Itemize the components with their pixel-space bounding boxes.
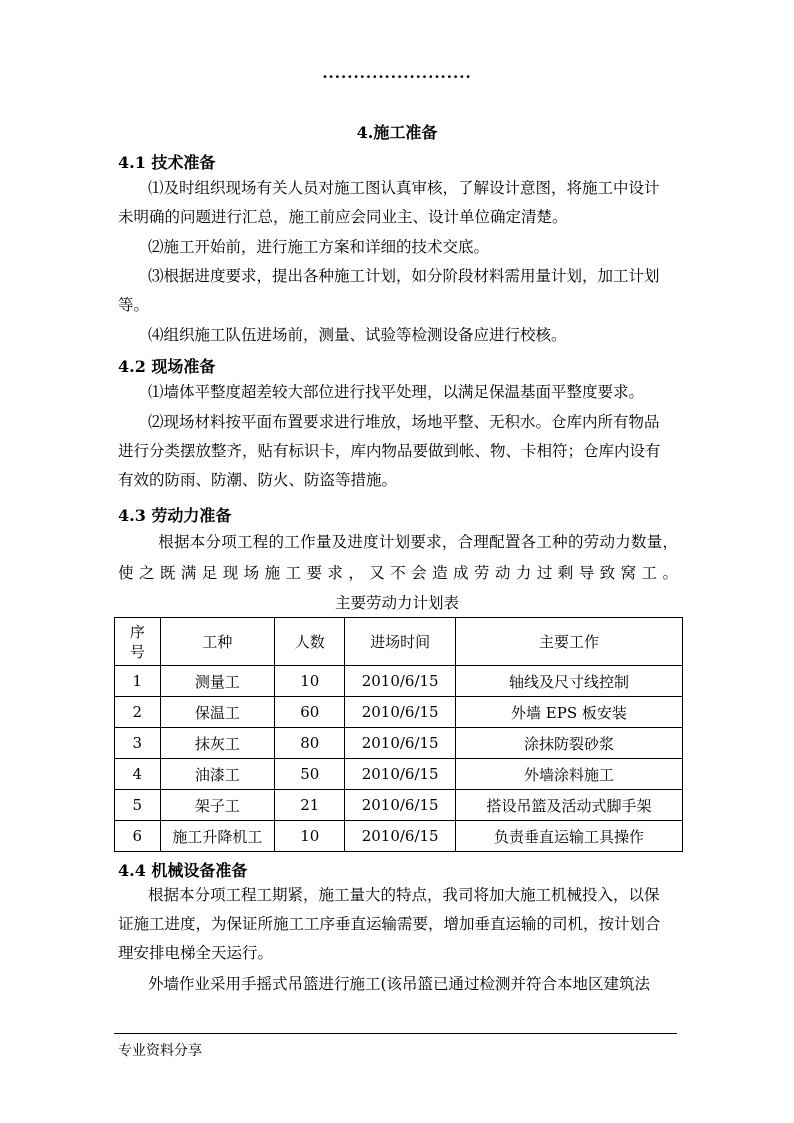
table-cell: 10 [275,666,345,697]
paragraph [118,881,678,968]
column-header: 进场时间 [345,618,456,666]
table-cell: 4 [115,759,161,790]
table-cell: 负责垂直运输工具操作 [455,821,682,852]
chapter-title: 4.施工准备 [356,123,438,142]
paragraph-line: 使之既满足现场施工要求，又不会造成劳动力过剩导致窝工。 [118,564,678,582]
table-cell: 搭设吊篮及活动式脚手架 [455,790,682,821]
header-dots: ........................ [322,64,472,82]
table-row [115,697,683,728]
table-cell: 施工升降机工 [160,821,275,852]
table-cell: 6 [115,821,161,852]
paragraph-line: ⑵施工开始前，进行施工方案和详细的技术交底。 [148,238,490,256]
table-row [115,790,683,821]
paragraph-line: ⑶根据进度要求，提出各种施工计划，如分阶段材料需用量计划，加工计划 [148,267,660,285]
table-cell: 60 [275,697,345,728]
paragraph-line: ⑷组织施工队伍进场前，测量、试验等检测设备应进行校核。 [148,326,567,344]
paragraph [118,378,678,407]
table-cell: 3 [115,728,161,759]
table-header-row [115,618,683,666]
labor-plan-table [114,617,683,852]
table-cell: 涂抹防裂砂浆 [455,728,682,759]
paragraph-line: 理安排电梯全天运行。 [118,944,274,962]
column-header: 序号 [115,618,161,666]
table-cell: 50 [275,759,345,790]
table-cell: 外墙 EPS 板安装 [455,697,682,728]
paragraph [118,262,678,320]
paragraph-line: 根据本分项工程工期紧，施工量大的特点，我司将加大施工机械投入，以保 [148,886,660,904]
column-header: 主要工作 [455,618,682,666]
table-cell: 10 [275,821,345,852]
footer-divider [114,1033,677,1034]
table-cell: 抹灰工 [160,728,275,759]
table-cell: 2010/6/15 [345,728,456,759]
table-cell: 5 [115,790,161,821]
table-cell: 2 [115,697,161,728]
paragraph-line: 有效的防雨、防潮、防火、防盗等措施。 [118,471,398,489]
section-heading-4-1: 4.1 技术准备 [118,153,216,172]
table-cell: 2010/6/15 [345,821,456,852]
paragraph [118,174,678,232]
column-header: 人数 [275,618,345,666]
table-cell: 轴线及尺寸线控制 [455,666,682,697]
section-heading-4-3: 4.3 劳动力准备 [118,506,232,525]
table-row [115,666,683,697]
table-cell: 2010/6/15 [345,759,456,790]
paragraph [118,527,678,589]
paragraph-line: 等。 [118,296,150,314]
table-caption: 主要劳动力计划表 [334,594,459,612]
paragraph-line: ⑴及时组织现场有关人员对施工图认真审核，了解设计意图，将施工中设计 [148,179,660,197]
table-cell: 21 [275,790,345,821]
table-cell: 测量工 [160,666,275,697]
column-header: 工种 [160,618,275,666]
table-row [115,759,683,790]
footer-text: 专业资料分享 [118,1043,202,1059]
paragraph-line: 根据本分项工程的工作量及进度计划要求，合理配置各工种的劳动力数量， [158,533,678,551]
table-cell: 保温工 [160,697,275,728]
table-cell: 80 [275,728,345,759]
table-cell: 2010/6/15 [345,666,456,697]
table-cell: 外墙涂料施工 [455,759,682,790]
paragraph-line: 外墙作业采用手摇式吊篮进行施工(该吊篮已通过检测并符合本地区建筑法 [148,975,651,993]
table-cell: 2010/6/15 [345,697,456,728]
paragraph-line: 未明确的问题进行汇总，施工前应会同业主、设计单位确定清楚。 [118,208,568,226]
table-row [115,821,683,852]
paragraph [118,408,678,495]
paragraph-line: 进行分类摆放整齐，贴有标识卡，库内物品要做到帐、物、卡相符；仓库内设有 [118,442,661,460]
paragraph [118,970,678,999]
paragraph-line: ⑵现场材料按平面布置要求进行堆放，场地平整、无积水。仓库内所有物品 [148,413,660,431]
paragraph-line: ⑴墙体平整度超差较大部位进行找平处理，以满足保温基面平整度要求。 [148,383,645,401]
section-heading-4-2: 4.2 现场准备 [118,357,216,376]
paragraph [118,233,678,262]
table-row [115,728,683,759]
table-cell: 油漆工 [160,759,275,790]
table-cell: 1 [115,666,161,697]
section-heading-4-4: 4.4 机械设备准备 [118,861,248,880]
paragraph-line: 证施工进度，为保证所施工工序垂直运输需要，增加垂直运输的司机，按计划合 [118,915,661,933]
table-cell: 架子工 [160,790,275,821]
table-cell: 2010/6/15 [345,790,456,821]
paragraph [118,321,678,350]
